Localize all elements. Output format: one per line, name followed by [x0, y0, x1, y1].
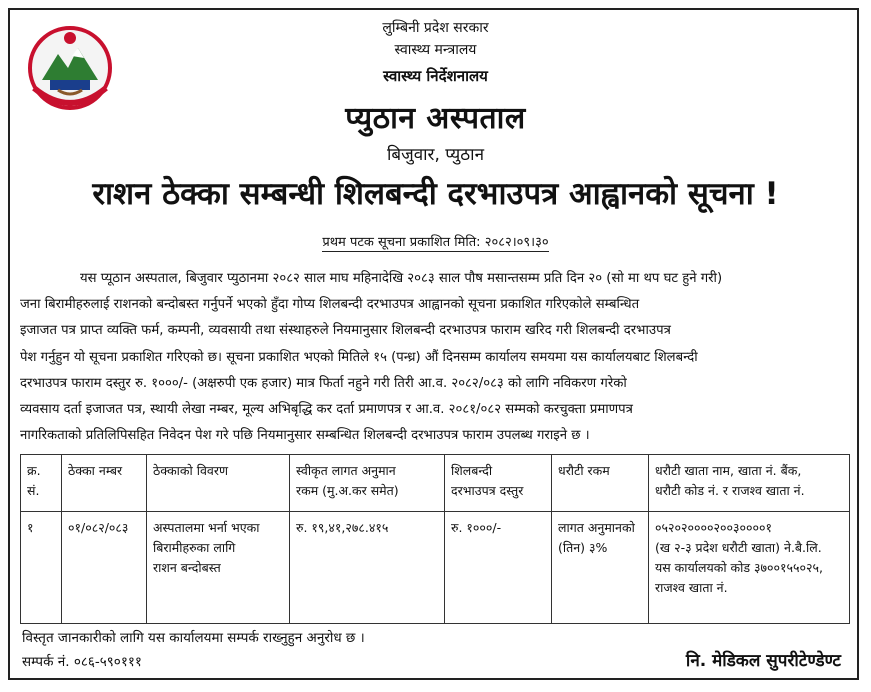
signatory: नि. मेडिकल सुपरीटेण्डेण्ट — [685, 651, 841, 671]
table-row — [21, 512, 850, 624]
body-line: इजाजत पत्र प्राप्त व्यक्ति फर्म, कम्पनी, व्यवसायी तथा संस्थाहरुले नियमानुसार शिलबन्दी दरभाउपत्र फाराम खरिद गरी शिलबन्दी दरभाउपत्र — [20, 323, 671, 339]
cell-deposit: लागत अनुमानको (तिन) ३% — [552, 512, 649, 624]
hospital-address: बिजुवार, प्युठान — [386, 145, 485, 165]
directorate-name: स्वास्थ्य निर्देशनालय — [383, 67, 488, 85]
publish-date-text: प्रथम पटक सूचना प्रकाशित मिति: २०८२।०९।३० — [322, 235, 549, 250]
cell-contract-no: ०१/०८२/०८३ — [62, 512, 147, 624]
contract-table — [20, 454, 850, 624]
cell-fee: रु. १०००/- — [445, 512, 552, 624]
body-line: व्यवसाय दर्ता इजाजत पत्र, स्थायी लेखा नम्बर, मूल्य अभिबृद्धि कर दर्ता प्रमाणपत्र र आ.व. २०८१/०८२ सम्मको करचुक्ता प्रमाणपत्र — [20, 402, 633, 418]
cell-serial: १ — [21, 512, 62, 624]
footer-info: विस्तृत जानकारीको लागि यस कार्यालयमा सम्पर्क राख्नुहुन अनुरोध छ । — [22, 630, 365, 646]
publish-date — [0, 232, 871, 250]
body-line: पेश गर्नुहुन यो सूचना प्रकाशित गरिएको छ। सूचना प्रकाशित भएको मितिले १५ (पन्ध्र) औं दिनसम्म कार्यालय समयमा यस कार्यालयबाट शिलबन्दी — [20, 349, 698, 365]
body-line: नागरिकताको प्रतिलिपिसहित निवेदन पेश गरे पछि नियमानुसार सम्बन्धित शिलबन्दी दरभाउपत्र फाराम उपलब्ध गराइने छ । — [20, 428, 590, 444]
col-header-contract-no: ठेक्का नम्बर — [62, 455, 147, 512]
body-line: यस प्यूठान अस्पताल, बिजुवार प्युठानमा २०८२ साल माघ महिनादेखि २०८३ साल पौष मसान्तसम्म प्रति दिन २० (सो मा थप घट हुने गरी) — [80, 271, 723, 286]
ministry-name: स्वास्थ्य मन्त्रालय — [394, 42, 477, 58]
col-header-description: ठेक्काको विवरण — [147, 455, 290, 512]
government-name: लुम्बिनी प्रदेश सरकार — [382, 20, 489, 36]
col-header-account: धरौटी खाता नाम, खाता नं. बैंक, धरौटी कोड नं. र राजश्व खाता नं. — [649, 455, 850, 512]
cell-estimate: रु. १९,४१,२७८.४१५ — [290, 512, 445, 624]
col-header-serial: क्र. सं. — [21, 455, 62, 512]
col-header-fee: शिलबन्दी दरभाउपत्र दस्तुर — [445, 455, 552, 512]
notice-title: राशन ठेक्का सम्बन्धी शिलबन्दी दरभाउपत्र आह्वानको सूचना ! — [92, 176, 779, 212]
footer-contact: सम्पर्क नं. ०८६-५९०१११ — [22, 654, 142, 670]
notice-body — [20, 266, 851, 449]
body-line: जना बिरामीहरुलाई राशनको बन्दोबस्त गर्नुपर्ने भएको हुँदा गोप्य शिलबन्दी दरभाउपत्र आह्वानको सूचना प्रकाशित गरिएकोले सम्बन्धित — [20, 297, 640, 313]
hospital-name: प्युठान अस्पताल — [345, 101, 526, 136]
col-header-estimate: स्वीकृत लागत अनुमान रकम (मु.अ.कर समेत) — [290, 455, 445, 512]
body-line: दरभाउपत्र फाराम दस्तुर रु. १०००/- (अक्षरुपी एक हजार) मात्र फिर्ता नहुने गरी तिरी आ.व. २०८२/०८३ को लागि नविकरण गरेको — [20, 375, 627, 391]
cell-description: अस्पतालमा भर्ना भएका बिरामीहरुका लागि राशन बन्दोबस्त — [147, 512, 290, 624]
col-header-deposit: धरौटी रकम — [552, 455, 649, 512]
table-header-row — [21, 455, 850, 512]
cell-account: ०५२०२००००२००३००००१ (ख २-३ प्रदेश धरौटी खाता) ने.बै.लि. यस कार्यालयको कोड ३७००१५५०२५, राजश्व खाता नं. — [649, 512, 850, 624]
